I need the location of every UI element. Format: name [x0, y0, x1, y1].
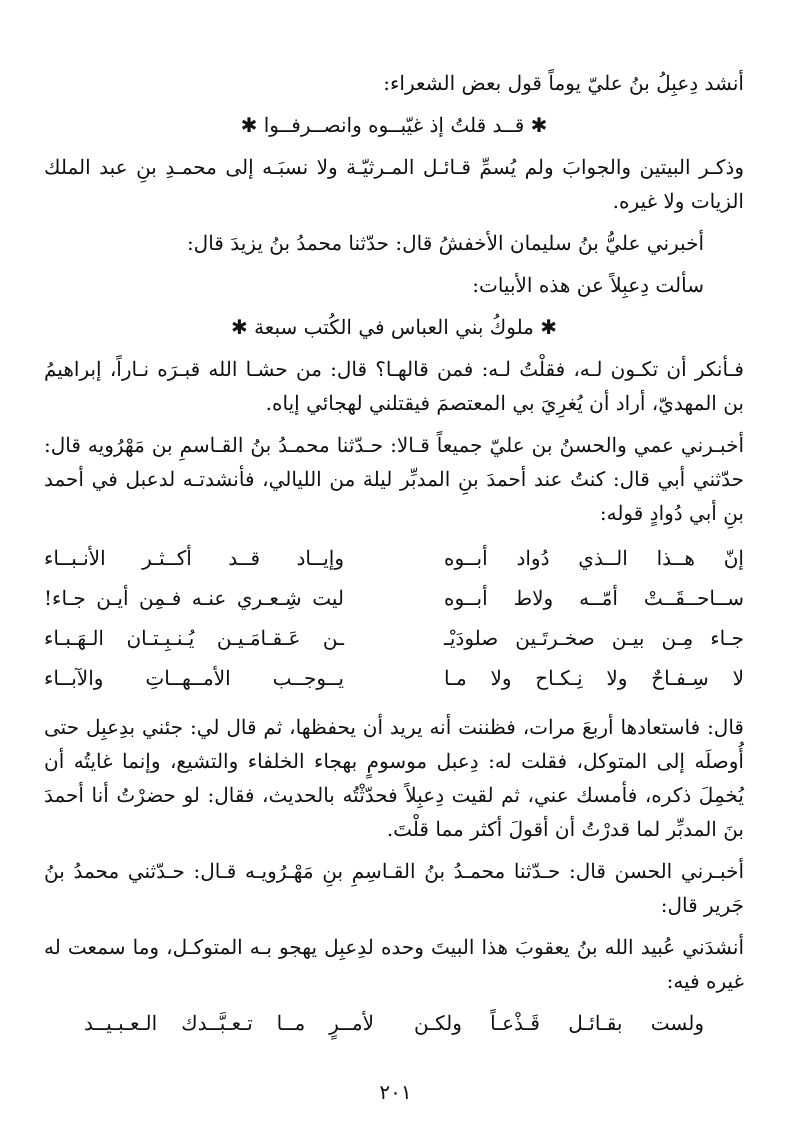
poem	[44, 538, 744, 698]
paragraph-6: أخبـرني عمي والحسنُ بن عليّ جميعاً قـالا: حـدّثنا محمـدُ بنُ القـاسمِ بن مَهْرُويه قال: حدّثني أبي قال: كنتُ عند أحمدَ بنِ المدبِّر ليلة من الليالي، فأنشدتـه لدعبل في أحمد بنِ أبي دُوادٍ قوله:	[44, 433, 744, 525]
paragraph-4: سألت دِعبِلاً عن هذه الأبيات:	[472, 273, 704, 297]
poem-first-hemistich: جـاء مِـن بيـن صخـرتَـين صلودَيْـ	[444, 626, 744, 650]
paragraph-7: قال: فاستعادها أربعَ مرات، فظننت أنه يريد أن يحفظها، ثم قال لي: جئني بدِعبِل حتى أُوصلَه إلى المتوكل، فقلت له: دِعبل موسومٍ بهجاء الخلفاء والتشيع، وإنما غايتُه أن يُخمِلَ ذكره، فأمسك عني، ثم لقيت دِعبِلاً فحدّثْتُه بالحديث، فقال: لو حضرْتُ أنا أحمدَ بنَ المدبِّر لما قدرْتُ أن أقولَ أكثر مما قلْتَ.	[44, 715, 744, 841]
paragraph-2: وذكـر البيتين والجوابَ ولم يُسمِّ قـائـل المـرثيّـة ولا نسبَـه إلى محمـدِ بنِ عبد الملك الزيات ولا غيره.	[44, 155, 744, 213]
paragraph-9: أنشدَني عُبيد الله بنُ يعقوبَ هذا البيتَ وحده لدِعبِل يهجو بـه المتوكـل، وما سمعت له غيره فيه:	[44, 935, 744, 993]
final-verse	[44, 1006, 744, 1040]
page-number: ٢٠١	[379, 1080, 412, 1104]
poem-line	[44, 578, 744, 618]
verse-1: ✱ قــد قلتُ إذ غيّبــوه وانصــرفــوا ✱	[240, 113, 548, 137]
verse-2: ✱ ملوكُ بني العباس في الكُتب سبعة ✱	[230, 315, 558, 339]
poem-second-hemistich: وإيــاد قــد أكــثـر الأنـبــاء	[44, 546, 344, 570]
poem-first-hemistich: لا سِـفـاحٌ ولا نِـكـاح ولا مـا	[444, 666, 744, 690]
paragraph-5: فـأنكر أن تكـون لـه، فقلْتُ لـه: فمن قالهـا؟ قال: من حشـا الله قبـرَه نـاراً، إبراهيمُ بن المهديّ، أراد أن يُغرِيَ بي المعتصمَ فيقتلني لهجائي إياه.	[44, 357, 744, 415]
poem-second-hemistich: ـن عَـقـامَـيـن يُـنـبِـتـان الـهَـبـاء	[44, 626, 344, 650]
page-body	[44, 66, 744, 1040]
final-verse-first-hemistich: ولست بقـائـل قَـذْعـاً ولكـن	[414, 1011, 704, 1035]
poem-second-hemistich: ليت شِـعـري عنـه فـمِن أيـن جـاء!	[44, 586, 344, 610]
paragraph-3: أخبرني عليُّ بنُ سليمان الأخفشُ قال: حدّثنا محمدُ بنُ يزيدَ قال:	[186, 231, 704, 255]
poem-line	[44, 538, 744, 578]
paragraph-1: أنشد دِعبِلُ بنُ عليّ يوماً قول بعض الشعراء:	[383, 71, 744, 95]
poem-line	[44, 658, 744, 698]
final-verse-second-hemistich: لأمــرٍ مــا تـعـبَّــدك الـعـبـيــد	[84, 1011, 374, 1035]
poem-line	[44, 618, 744, 658]
paragraph-8: أخبـرني الحسن قال: حـدّثنا محمـدُ بنُ القـاسِمِ بنِ مَهْـرُويـه قـال: حـدّثني محمدُ بنُ جَرير قال:	[44, 859, 744, 917]
poem-first-hemistich: ســاحــقَــتْ أمّــه ولاط أبــوه	[444, 586, 744, 610]
poem-second-hemistich: يــوجــب الأمــهــاتِ والآبــاء	[44, 666, 344, 690]
poem-first-hemistich: إنّ هــذا الــذي دُواد أبــوه	[444, 546, 744, 570]
